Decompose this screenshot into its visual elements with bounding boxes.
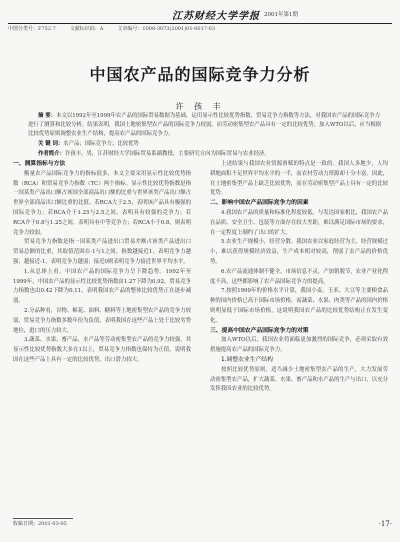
journal-header [172,6,394,22]
body-column-right [210,160,388,515]
article-author: 许 孩 丰 [175,102,225,111]
body-paragraph: 5.农业生产规模小，经营分散。我国农业以家庭经营为主，经营规模过小，难以获得规模经济效益，生产成本相对较高，削弱了农产品的价格优势。 [210,239,388,265]
author-info-text: 许孩丰，男，江苏财经大学国际贸易系副教授，主要研究方向为国际贸易与农业经济。 [64,151,270,157]
keywords-paragraph [28,140,384,149]
section-heading: 二、影响中国农产品国际竞争力的因素 [210,200,309,207]
body-paragraph: 上述结果与我国农业资源禀赋的特点是一致的。我国人多地少，人均耕地面积不足世界平均水平的一半，而农村劳动力资源却十分丰富。因此，在土地密集型产品上缺乏比较优势，而在劳动密集型产品上具有一定的比较优势。 [210,161,388,197]
body-paragraph: 1.从总体上看，中国农产品的国际竞争力呈下降趋势。1992年至1999年，中国农产品的显示性比较优势指数由1.27下降为0.92，贸易竞争力指数也由0.42下降为0.11，表明我国农产品的整体比较优势正在逐步减弱。 [13,268,191,305]
document-code: 文献标识码：A [69,26,104,32]
received-date-footnote: 收稿日期：2001-03-05 [13,521,67,527]
keywords-text: 农产品；国际竞争力；比较优势 [63,141,139,147]
keywords-label: 关 键 词： [38,141,64,147]
abstract-label: 摘 要： [38,113,57,119]
body-paragraph: 7.按照1999年的价格水平计算，我国小麦、玉米、大豆等主要粮食品种的国内价格已高于国际市场价格，而蔬菜、水果、肉类等产品的国内价格则明显低于国际市场价格，这说明我国农产品的比较优势结构正在发生变化。 [210,288,388,324]
section-heading: 一、测算指标与方法 [13,161,66,167]
journal-issue: 2001年第1期 [264,12,298,18]
abstract-block [28,112,384,159]
body-paragraph: 按照比较优势原则，适当减少土地密集型农产品的生产，大力发展劳动密集型农产品，扩大蔬菜、水果、畜产品和水产品的生产与出口，以充分发挥我国农业的比较优势。 [210,366,388,393]
section-heading: 三、提高中国农产品国际竞争力的对策 [210,327,309,334]
header-rule [8,23,392,24]
body-paragraph: 3.蔬菜、水果、畜产品、水产品等劳动密集型农产品的竞争力较强，其显示性比较优势指数大多在1以上，贸易竞争力指数也保持为正值，说明我国在这些产品上具有一定的比较优势，出口潜力较大。 [13,337,191,363]
article-title: 中国农产品的国际竞争力分析 [89,65,311,84]
body-paragraph: 4.我国农产品的质量和标准化程度较低。与发达国家相比，我国农产品在品质、安全卫生、包装等方面存在较大差距，难以满足国际市场的要求，在一定程度上制约了出口的扩大。 [210,209,388,236]
body-paragraph: 加入WTO以后，我国农业将面临更加激烈的国际竞争，必须采取有效措施提高农产品的国际竞争力。 [210,337,388,354]
page-number: ·17· [378,520,392,528]
article-number: 文章编号：1008-3073(2001)01-0017-03 [117,26,216,32]
footnote-rule [13,518,73,519]
body-column-left [13,160,191,515]
body-paragraph: 衡量农产品国际竞争力的指标很多，本文主要采用显示性比较优势指数（RCA）和贸易竞争力指数（TC）两个指标。显示性比较优势指数是指一国某类产品出口额占该国全部商品出口额的比重与世界该类产品出口额占世界全部商品出口额比重的比值。若RCA大于2.5，表明该产品具有极强的国际竞争力；若RCA介于1.25与2.5之间，表明具有较强的竞争力；若RCA介于0.8与1.25之间，表明具有中等竞争力；若RCA小于0.8，则表明竞争力较弱。 [13,170,191,236]
author-info-label: 作者简介： [38,151,65,157]
article-meta [8,25,394,32]
classification-number: 中图分类号：F752.7 [8,26,56,32]
body-paragraph: 贸易竞争力指数是指一国某类产品进出口贸易差额占该类产品进出口贸易总额的比重，其取值范围在-1与1之间。指数越接近1，表明竞争力越强；越接近-1，表明竞争力越弱；接近0则表明竞争力接近世界平均水平。 [13,239,191,265]
abstract-paragraph [28,112,384,139]
journal-name: 江苏财经大学学报 [172,10,260,22]
body-paragraph: 2.分品种看，谷物、棉花、油料、糖料等土地密集型农产品的竞争力较弱，贸易竞争力指数多数年份为负值，表明我国在这些产品上处于比较劣势地位，进口的压力较大。 [13,307,191,334]
author-info-paragraph [28,150,384,159]
abstract-text: 本文以1992年至1999年农产品的国际贸易数据为基础，运用显示性比较优势指数、贸易竞争力指数等方法，对我国农产品的国际竞争力进行了测算和比较分析。结果表明，我国土地密集型农产品的国际竞争力较弱，而劳动密集型农产品具有一定的比较优势。加入WTO以后，应当根据比较优势原则调整农业生产结构，提高农产品的国际竞争力。 [28,113,382,137]
body-paragraph: 6.农产品流通体制不健全，市场信息不灵，产加销脱节，农业产业化程度不高，这些都影响了农产品国际竞争力的提高。 [210,268,388,285]
section-heading: 1.调整农业生产结构 [221,356,273,363]
